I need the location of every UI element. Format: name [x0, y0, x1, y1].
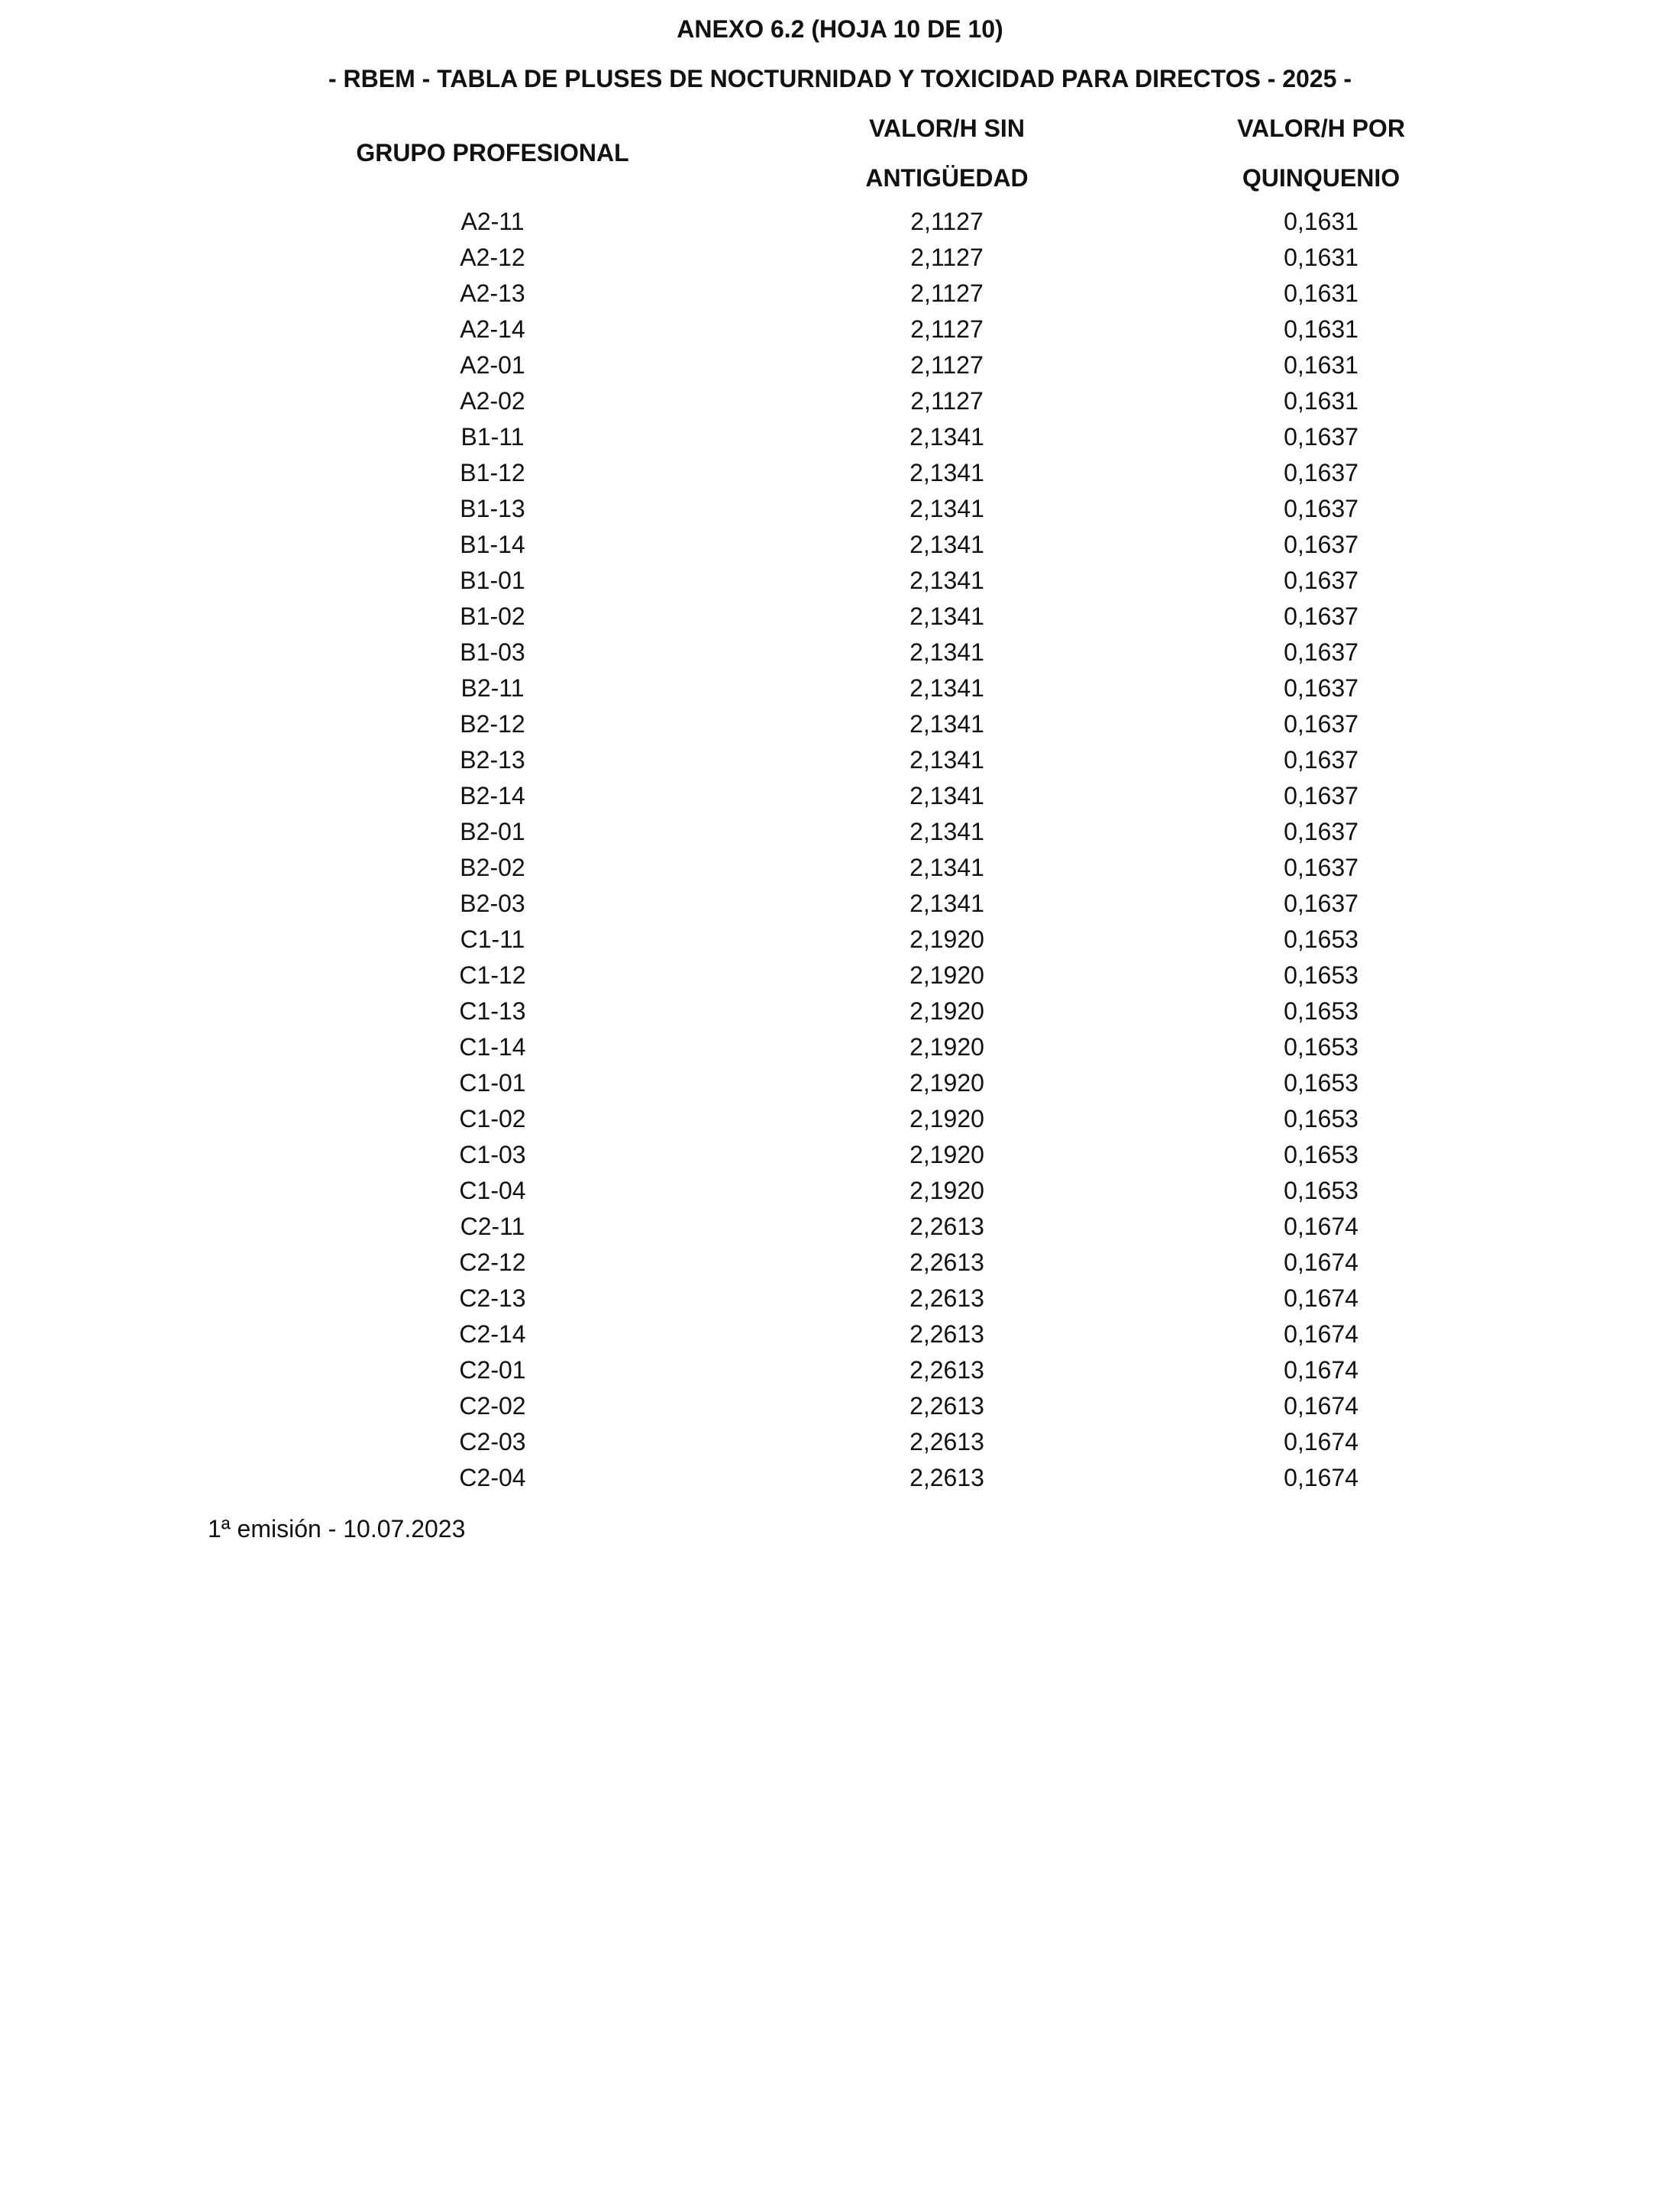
cell-valor-por-quinquenio: 0,1631 — [1284, 351, 1359, 379]
cell-valor-por-quinquenio: 0,1653 — [1284, 997, 1359, 1025]
table-row — [0, 1032, 1680, 1068]
cell-valor-sin-antiguedad: 2,1341 — [909, 423, 984, 451]
cell-valor-por-quinquenio: 0,1637 — [1284, 782, 1359, 809]
table-row — [0, 386, 1680, 422]
cell-valor-sin-antiguedad: 2,1920 — [909, 926, 984, 953]
cell-valor-por-quinquenio: 0,1653 — [1284, 926, 1359, 953]
cell-valor-sin-antiguedad: 2,2613 — [909, 1356, 984, 1384]
cell-valor-por-quinquenio: 0,1653 — [1284, 1069, 1359, 1097]
cell-valor-por-quinquenio: 0,1637 — [1284, 423, 1359, 451]
cell-grupo: B2-03 — [460, 890, 525, 917]
cell-valor-por-quinquenio: 0,1631 — [1284, 244, 1359, 271]
table-row — [0, 278, 1680, 314]
footer-emission-note: 1ª emisión - 10.07.2023 — [208, 1515, 466, 1543]
cell-valor-sin-antiguedad: 2,2613 — [909, 1213, 984, 1240]
cell-valor-por-quinquenio: 0,1653 — [1284, 1105, 1359, 1132]
cell-grupo: B2-11 — [460, 674, 525, 702]
cell-valor-sin-antiguedad: 2,1341 — [909, 818, 984, 845]
cell-grupo: B2-02 — [460, 854, 525, 881]
cell-valor-por-quinquenio: 0,1637 — [1284, 818, 1359, 845]
cell-grupo: C2-13 — [459, 1284, 526, 1312]
table-row — [0, 852, 1680, 888]
cell-valor-por-quinquenio: 0,1631 — [1284, 387, 1359, 415]
cell-grupo: B1-03 — [460, 638, 525, 666]
cell-valor-por-quinquenio: 0,1653 — [1284, 1177, 1359, 1204]
cell-valor-por-quinquenio: 0,1674 — [1284, 1356, 1359, 1384]
cell-grupo: A2-01 — [460, 351, 525, 379]
cell-valor-por-quinquenio: 0,1653 — [1284, 1141, 1359, 1168]
cell-valor-sin-antiguedad: 2,1341 — [909, 746, 984, 774]
cell-valor-sin-antiguedad: 2,1127 — [910, 208, 984, 235]
table-row — [0, 1211, 1680, 1247]
cell-grupo: B1-14 — [460, 531, 525, 558]
table-row — [0, 493, 1680, 529]
table-row — [0, 457, 1680, 493]
cell-valor-sin-antiguedad: 2,2613 — [909, 1249, 984, 1276]
cell-grupo: C1-11 — [460, 926, 525, 953]
cell-valor-por-quinquenio: 0,1674 — [1284, 1428, 1359, 1455]
cell-grupo: C1-02 — [459, 1105, 526, 1132]
cell-valor-por-quinquenio: 0,1637 — [1284, 854, 1359, 881]
cell-valor-por-quinquenio: 0,1637 — [1284, 674, 1359, 702]
cell-valor-sin-antiguedad: 2,1341 — [909, 710, 984, 738]
table-row — [0, 637, 1680, 673]
cell-valor-por-quinquenio: 0,1674 — [1284, 1213, 1359, 1240]
cell-grupo: B1-01 — [460, 567, 525, 594]
cell-grupo: C2-12 — [459, 1249, 526, 1276]
table-row — [0, 888, 1680, 924]
table-row — [0, 745, 1680, 780]
table-row — [0, 601, 1680, 637]
cell-valor-por-quinquenio: 0,1637 — [1284, 890, 1359, 917]
cell-valor-por-quinquenio: 0,1637 — [1284, 495, 1359, 522]
table-row — [0, 1355, 1680, 1391]
cell-valor-sin-antiguedad: 2,2613 — [909, 1428, 984, 1455]
table-row — [0, 1462, 1680, 1498]
cell-valor-sin-antiguedad: 2,1341 — [909, 638, 984, 666]
header-valor-por-quinquenio-line1: VALOR/H POR — [1237, 115, 1405, 142]
table-row — [0, 1068, 1680, 1103]
cell-valor-por-quinquenio: 0,1637 — [1284, 567, 1359, 594]
cell-grupo: C1-01 — [459, 1069, 526, 1097]
cell-valor-por-quinquenio: 0,1653 — [1284, 961, 1359, 989]
cell-valor-sin-antiguedad: 2,1341 — [909, 495, 984, 522]
cell-valor-sin-antiguedad: 2,1341 — [909, 567, 984, 594]
cell-valor-por-quinquenio: 0,1653 — [1284, 1033, 1359, 1061]
cell-valor-por-quinquenio: 0,1637 — [1284, 602, 1359, 630]
cell-valor-sin-antiguedad: 2,1127 — [910, 279, 984, 307]
cell-valor-sin-antiguedad: 2,2613 — [909, 1320, 984, 1348]
table-row — [0, 780, 1680, 816]
cell-grupo: C1-03 — [459, 1141, 526, 1168]
table-body — [0, 206, 1680, 1498]
table-row — [0, 314, 1680, 350]
table-row — [0, 996, 1680, 1032]
table-row — [0, 1426, 1680, 1462]
cell-valor-por-quinquenio: 0,1674 — [1284, 1464, 1359, 1491]
cell-grupo: B2-01 — [460, 818, 525, 845]
cell-valor-sin-antiguedad: 2,1341 — [909, 674, 984, 702]
cell-valor-sin-antiguedad: 2,1341 — [909, 602, 984, 630]
cell-valor-sin-antiguedad: 2,1341 — [909, 854, 984, 881]
table-row — [0, 816, 1680, 852]
document-title: ANEXO 6.2 (HOJA 10 DE 10) — [677, 15, 1003, 43]
table-row — [0, 673, 1680, 709]
cell-valor-sin-antiguedad: 2,1127 — [910, 387, 984, 415]
cell-grupo: C2-01 — [459, 1356, 526, 1384]
table-row — [0, 565, 1680, 601]
cell-valor-sin-antiguedad: 2,2613 — [909, 1392, 984, 1420]
header-valor-sin-antiguedad-line2: ANTIGÜEDAD — [865, 164, 1029, 192]
cell-grupo: C1-14 — [459, 1033, 526, 1061]
table-row — [0, 422, 1680, 457]
cell-grupo: A2-12 — [460, 244, 525, 271]
cell-grupo: A2-02 — [460, 387, 525, 415]
cell-valor-sin-antiguedad: 2,2613 — [909, 1464, 984, 1491]
header-valor-por-quinquenio-line2: QUINQUENIO — [1242, 164, 1401, 192]
cell-grupo: C2-11 — [460, 1213, 525, 1240]
cell-grupo: B1-12 — [460, 459, 525, 486]
table-row — [0, 1103, 1680, 1139]
cell-valor-por-quinquenio: 0,1637 — [1284, 459, 1359, 486]
cell-grupo: C2-04 — [459, 1464, 526, 1491]
cell-valor-por-quinquenio: 0,1637 — [1284, 710, 1359, 738]
cell-grupo: A2-14 — [460, 315, 525, 343]
cell-valor-por-quinquenio: 0,1637 — [1284, 746, 1359, 774]
cell-grupo: B2-13 — [460, 746, 525, 774]
table-row — [0, 242, 1680, 278]
header-valor-sin-antiguedad-line1: VALOR/H SIN — [869, 115, 1025, 142]
table-row — [0, 1319, 1680, 1355]
cell-valor-sin-antiguedad: 2,1127 — [910, 315, 984, 343]
cell-valor-por-quinquenio: 0,1674 — [1284, 1284, 1359, 1312]
cell-valor-por-quinquenio: 0,1637 — [1284, 638, 1359, 666]
cell-grupo: B2-12 — [460, 710, 525, 738]
cell-grupo: C1-04 — [459, 1177, 526, 1204]
cell-grupo: C2-02 — [459, 1392, 526, 1420]
cell-valor-sin-antiguedad: 2,2613 — [909, 1284, 984, 1312]
table-row — [0, 1175, 1680, 1211]
cell-grupo: C2-14 — [459, 1320, 526, 1348]
table-row — [0, 709, 1680, 745]
cell-valor-sin-antiguedad: 2,1920 — [909, 1141, 984, 1168]
cell-valor-sin-antiguedad: 2,1920 — [909, 1177, 984, 1204]
table-row — [0, 1247, 1680, 1283]
cell-valor-por-quinquenio: 0,1631 — [1284, 315, 1359, 343]
table-row — [0, 924, 1680, 960]
table-row — [0, 529, 1680, 565]
cell-valor-por-quinquenio: 0,1631 — [1284, 279, 1359, 307]
cell-grupo: A2-13 — [460, 279, 525, 307]
cell-valor-sin-antiguedad: 2,1920 — [909, 1105, 984, 1132]
table-row — [0, 206, 1680, 242]
cell-valor-sin-antiguedad: 2,1920 — [909, 961, 984, 989]
cell-valor-por-quinquenio: 0,1674 — [1284, 1320, 1359, 1348]
cell-grupo: C2-03 — [459, 1428, 526, 1455]
table-row — [0, 350, 1680, 386]
cell-valor-sin-antiguedad: 2,1127 — [910, 244, 984, 271]
table-row — [0, 1391, 1680, 1426]
cell-grupo: B1-02 — [460, 602, 525, 630]
cell-valor-por-quinquenio: 0,1674 — [1284, 1249, 1359, 1276]
cell-grupo: C1-12 — [459, 961, 526, 989]
table-row — [0, 1283, 1680, 1319]
cell-valor-sin-antiguedad: 2,1341 — [909, 531, 984, 558]
table-row — [0, 1139, 1680, 1175]
cell-valor-sin-antiguedad: 2,1920 — [909, 1069, 984, 1097]
table-row — [0, 960, 1680, 996]
cell-valor-sin-antiguedad: 2,1920 — [909, 997, 984, 1025]
cell-valor-por-quinquenio: 0,1631 — [1284, 208, 1359, 235]
cell-grupo: B2-14 — [460, 782, 525, 809]
cell-valor-sin-antiguedad: 2,1341 — [909, 459, 984, 486]
cell-valor-por-quinquenio: 0,1637 — [1284, 531, 1359, 558]
cell-valor-sin-antiguedad: 2,1341 — [909, 890, 984, 917]
cell-valor-por-quinquenio: 0,1674 — [1284, 1392, 1359, 1420]
cell-valor-sin-antiguedad: 2,1341 — [909, 782, 984, 809]
cell-grupo: C1-13 — [459, 997, 526, 1025]
document-subtitle: - RBEM - TABLA DE PLUSES DE NOCTURNIDAD Y TOXICIDAD PARA DIRECTOS - 2025 - — [328, 65, 1352, 92]
cell-grupo: B1-13 — [460, 495, 525, 522]
cell-valor-sin-antiguedad: 2,1127 — [910, 351, 984, 379]
header-grupo-profesional: GRUPO PROFESIONAL — [356, 139, 629, 166]
cell-grupo: A2-11 — [460, 208, 525, 235]
cell-grupo: B1-11 — [460, 423, 525, 451]
cell-valor-sin-antiguedad: 2,1920 — [909, 1033, 984, 1061]
